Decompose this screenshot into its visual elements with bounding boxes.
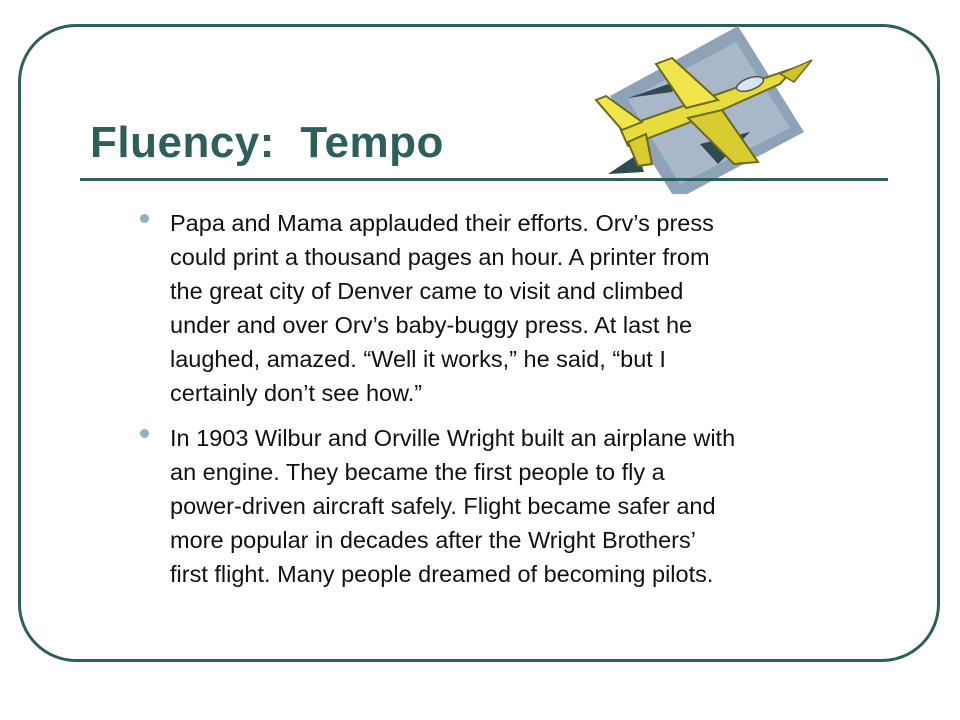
bullet-item — [138, 206, 878, 410]
bullet-list — [138, 206, 878, 602]
bullet-item — [138, 421, 878, 591]
bullet-marker — [140, 214, 149, 223]
airplane-icon — [568, 24, 818, 194]
slide-title: Fluency: Tempo — [90, 118, 444, 167]
title-underline — [80, 178, 888, 181]
bullet-text: In 1903 Wilbur and Orville Wright built an airplane with an engine. They became the first people to fly a power-driven aircraft safely. Flight became safer and more popular in decades after the Wright Brothers’ first flight. Many people dreamed of becoming pilots. — [170, 425, 736, 587]
bullet-text: Papa and Mama applauded their efforts. Orv’s press could print a thousand pages an hour. A printer from the great city of Denver came to visit and climbed under and over Orv’s baby-buggy press. At last he laughed, amazed. “Well it works,” he said, “but I certainly don’t see how.” — [170, 210, 714, 406]
bullet-marker — [140, 429, 149, 438]
